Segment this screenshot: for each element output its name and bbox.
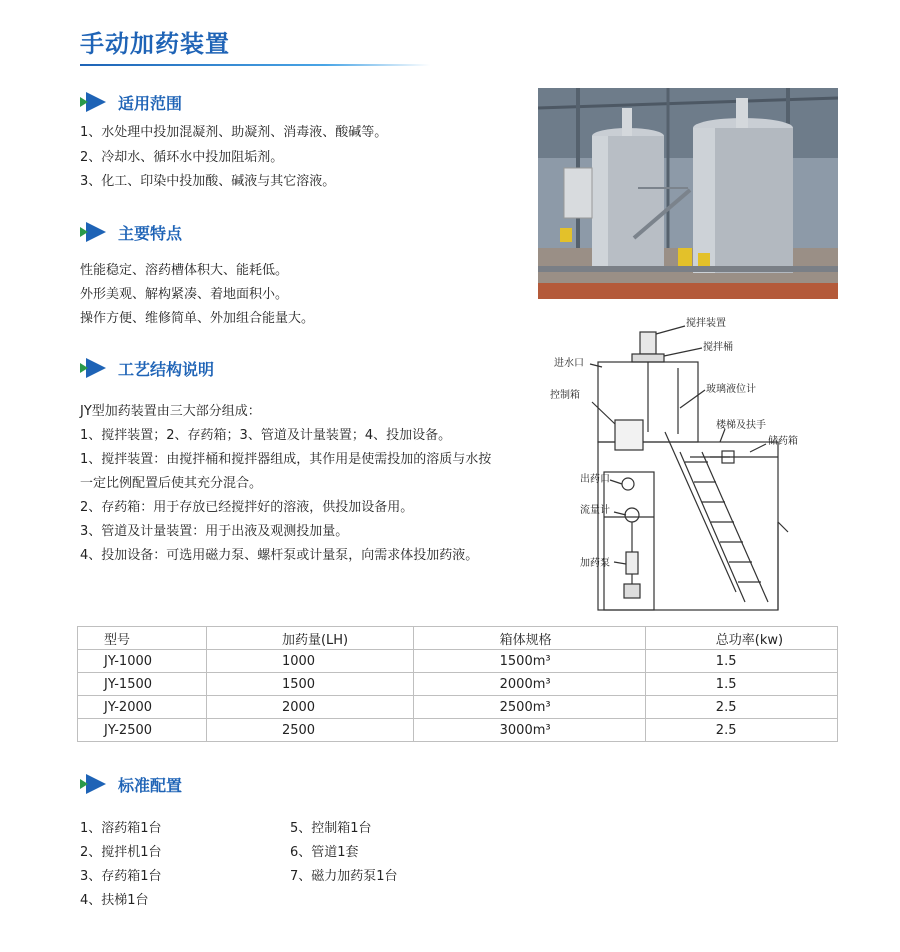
label-storage-tank: 储药箱 — [768, 436, 798, 447]
cell-tank-size: 2500m³ — [413, 696, 645, 719]
list-item: 5、控制箱1台 — [290, 821, 372, 836]
section-heading-scope — [80, 89, 182, 115]
arrow-icon — [80, 89, 110, 115]
section-label: 标准配置 — [118, 775, 183, 795]
list-item: 3、管道及计量装置：用于出液及观测投加量。 — [80, 524, 349, 539]
cell-tank-size: 3000m³ — [413, 719, 645, 742]
list-item: 3、存药箱1台 — [80, 869, 162, 884]
arrow-icon — [80, 219, 110, 245]
section-label: 工艺结构说明 — [118, 359, 215, 379]
list-item: 1、水处理中投加混凝剂、助凝剂、消毒液、酸碱等。 — [80, 125, 388, 140]
section-label: 主要特点 — [118, 223, 183, 243]
table-header-row — [78, 627, 838, 650]
section-label: 适用范围 — [118, 93, 183, 113]
cell-dosage: 2000 — [206, 696, 413, 719]
cell-dosage: 2500 — [206, 719, 413, 742]
table-row — [78, 696, 838, 719]
label-control-box: 控制箱 — [550, 390, 580, 401]
list-item: 外形美观、解构紧凑、着地面积小。 — [80, 287, 289, 302]
header-model: 型号 — [78, 627, 207, 650]
table-row — [78, 650, 838, 673]
list-item: 性能稳定、溶药槽体积大、能耗低。 — [80, 263, 289, 278]
cell-model: JY-1000 — [78, 650, 207, 673]
section-heading-features — [80, 219, 182, 245]
list-item: 操作方便、维修简单、外加组合能量大。 — [80, 311, 315, 326]
list-item: 2、存药箱：用于存放已经搅拌好的溶液，供投加设备用。 — [80, 500, 414, 515]
header-power: 总功率(kw) — [645, 627, 837, 650]
header-tank-size: 箱体规格 — [413, 627, 645, 650]
cell-dosage: 1500 — [206, 673, 413, 696]
list-item: 1、搅拌装置：由搅拌桶和搅拌器组成，其作用是使需投加的溶质与水按 — [80, 452, 492, 467]
label-mixer-device: 搅拌装置 — [686, 318, 726, 329]
list-item: JY型加药装置由三大部分组成： — [80, 404, 261, 419]
spec-table — [77, 626, 838, 742]
list-item: 1、溶药箱1台 — [80, 821, 162, 836]
list-item: 7、磁力加药泵1台 — [290, 869, 398, 884]
list-item: 3、化工、印染中投加酸、碱液与其它溶液。 — [80, 174, 336, 189]
table-row — [78, 673, 838, 696]
cell-tank-size: 2000m³ — [413, 673, 645, 696]
structure-diagram — [540, 312, 840, 612]
label-water-inlet: 进水口 — [554, 358, 584, 369]
list-item: 1、搅拌装置；2、存药箱；3、管道及计量装置；4、投加设备。 — [80, 428, 452, 443]
list-item: 4、扶梯1台 — [80, 893, 149, 908]
cell-model: JY-2000 — [78, 696, 207, 719]
table-row — [78, 719, 838, 742]
list-item: 2、搅拌机1台 — [80, 845, 162, 860]
cell-power: 1.5 — [645, 650, 837, 673]
arrow-icon — [80, 355, 110, 381]
label-outlet: 出药口 — [580, 474, 610, 485]
label-flowmeter: 流量计 — [580, 505, 610, 516]
cell-model: JY-2500 — [78, 719, 207, 742]
arrow-icon — [80, 771, 110, 797]
label-dosing-pump: 加药泵 — [580, 558, 610, 569]
cell-model: JY-1500 — [78, 673, 207, 696]
list-item: 2、冷却水、循环水中投加阻垢剂。 — [80, 150, 284, 165]
section-heading-structure — [80, 355, 214, 381]
list-item: 4、投加设备：可选用磁力泵、螺杆泵或计量泵，向需求体投加药液。 — [80, 548, 479, 563]
label-mixing-tank: 搅拌桶 — [703, 342, 733, 353]
cell-power: 2.5 — [645, 696, 837, 719]
title-underline — [80, 64, 430, 66]
list-item: 一定比例配置后使其充分混合。 — [80, 476, 263, 491]
cell-tank-size: 1500m³ — [413, 650, 645, 673]
page-title: 手动加药装置 — [80, 30, 230, 58]
cell-power: 2.5 — [645, 719, 837, 742]
header-dosage: 加药量(LH) — [206, 627, 413, 650]
list-item: 6、管道1套 — [290, 845, 359, 860]
equipment-photo — [538, 88, 838, 299]
section-heading-standard — [80, 771, 182, 797]
cell-dosage: 1000 — [206, 650, 413, 673]
cell-power: 1.5 — [645, 673, 837, 696]
label-ladder-handrail: 楼梯及扶手 — [716, 420, 766, 431]
label-glass-level-gauge: 玻璃液位计 — [706, 384, 756, 395]
